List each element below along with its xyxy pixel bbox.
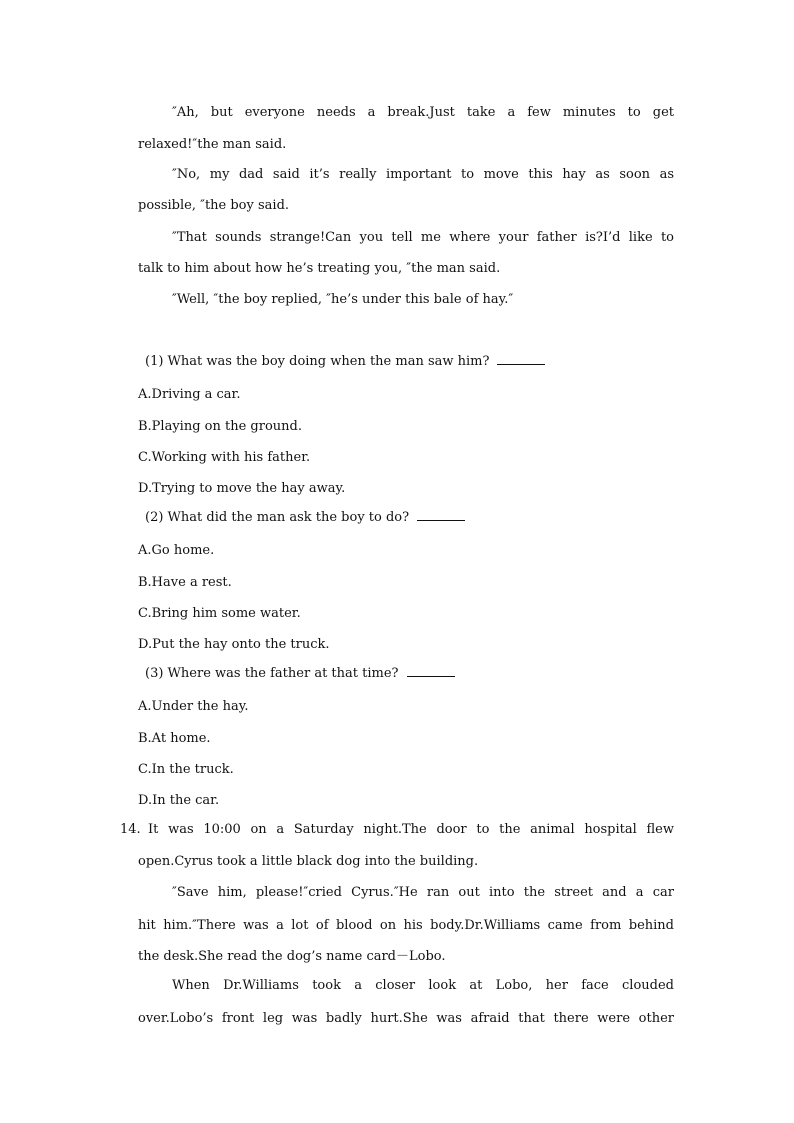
question-number: 14.: [120, 822, 141, 837]
story-line: talk to him about how he’s treating you, ″the man said.: [138, 261, 501, 276]
passage-line: over.Lobo’s front leg was badly hurt.She was afraid that there were other: [138, 1011, 674, 1026]
question-stem: [145, 353, 545, 371]
answer-option[interactable]: D.Trying to move the hay away.: [138, 481, 346, 496]
answer-blank[interactable]: [497, 353, 545, 365]
answer-blank[interactable]: [407, 665, 455, 677]
answer-option[interactable]: A.Under the hay.: [138, 699, 249, 714]
question-stem: [145, 665, 455, 683]
answer-option[interactable]: B.Playing on the ground.: [138, 419, 302, 434]
story-line: ″Ah, but everyone needs a break.Just take a few minutes to get: [172, 105, 674, 120]
story-line: relaxed!″the man said.: [138, 137, 287, 152]
passage-line: It was 10:00 on a Saturday night.The door to the animal hospital flew: [148, 822, 674, 837]
answer-option[interactable]: A.Driving a car.: [138, 387, 241, 402]
answer-option[interactable]: C.Bring him some water.: [138, 606, 301, 621]
answer-option[interactable]: C.Working with his father.: [138, 450, 311, 465]
story-line: ″No, my dad said it’s really important to move this hay as soon as: [172, 167, 674, 182]
story-line: ″That sounds strange!Can you tell me where your father is?I’d like to: [172, 230, 674, 245]
answer-option[interactable]: D.Put the hay onto the truck.: [138, 637, 330, 652]
passage-line: ″Save him, please!″cried Cyrus.″He ran out into the street and a car: [172, 885, 674, 900]
passage-line: hit him.″There was a lot of blood on his body.Dr.Williams came from behind: [138, 918, 674, 933]
question-text: (3) Where was the father at that time?: [145, 666, 399, 681]
answer-option[interactable]: A.Go home.: [138, 543, 215, 558]
question-stem: [145, 509, 465, 527]
answer-blank[interactable]: [417, 509, 465, 521]
answer-option[interactable]: D.In the car.: [138, 793, 220, 808]
answer-option[interactable]: C.In the truck.: [138, 762, 234, 777]
answer-option[interactable]: B.Have a rest.: [138, 575, 232, 590]
answer-option[interactable]: B.At home.: [138, 731, 211, 746]
passage-line: When Dr.Williams took a closer look at Lobo, her face clouded: [172, 978, 674, 993]
passage-line: open.Cyrus took a little black dog into the building.: [138, 854, 479, 869]
question-text: (1) What was the boy doing when the man saw him?: [145, 354, 490, 369]
passage-line: the desk.She read the dog’s name card－Lobo.: [138, 949, 446, 964]
question-text: (2) What did the man ask the boy to do?: [145, 510, 410, 525]
story-line: possible, ″the boy said.: [138, 198, 290, 213]
story-line: ″Well, ″the boy replied, ″he’s under this bale of hay.″: [172, 292, 514, 307]
